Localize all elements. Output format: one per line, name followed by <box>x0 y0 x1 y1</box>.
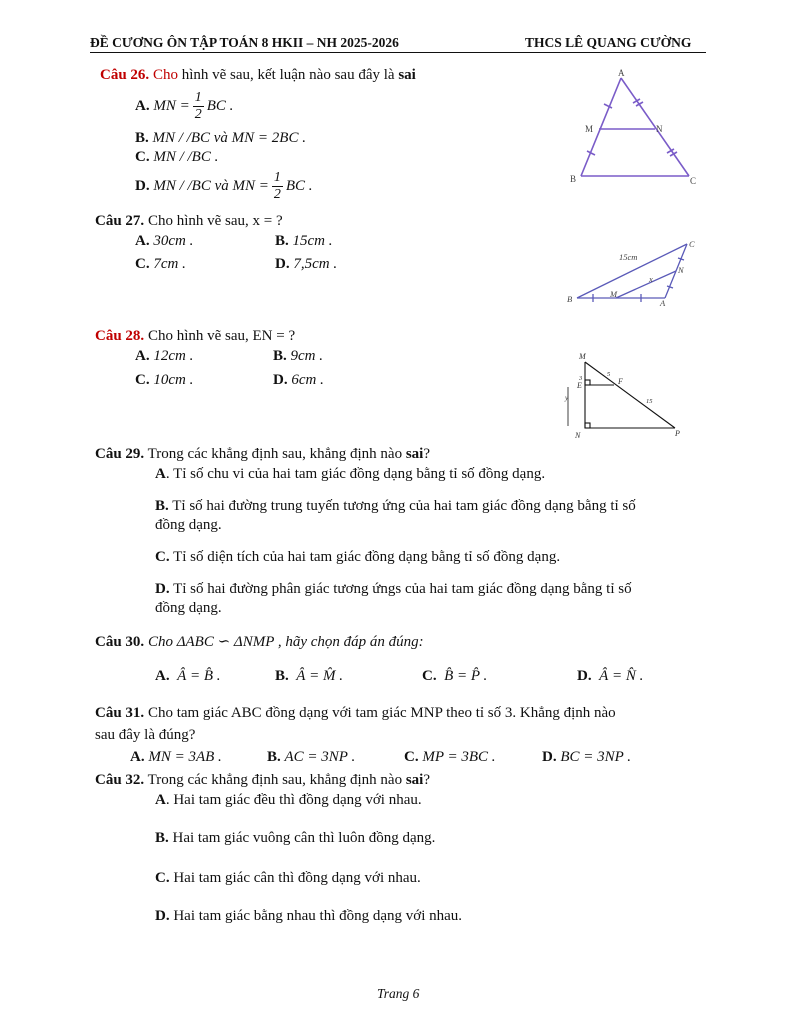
q29-c-text: Tỉ số diện tích của hai tam giác đồng dạng bằng tỉ số đồng dạng. <box>169 549 561 565</box>
q32-option-a <box>155 792 422 809</box>
q29-option-d <box>155 581 632 598</box>
q31-a-label: A. <box>130 749 145 765</box>
q28-figure <box>562 350 692 442</box>
q29-a-label: A <box>155 466 166 482</box>
q29-d-text: Tỉ số hai đường phân giác tương ứngs của hai tam giác đồng dạng bằng tỉ số <box>169 581 632 597</box>
q28-fig-label-5: 5 <box>607 371 611 378</box>
header-right: THCS LÊ QUANG CƯỜNG <box>525 35 692 50</box>
q31-d-text: BC = 3NP . <box>560 749 632 765</box>
q26-fig-label-b: B <box>570 174 577 184</box>
q27-fig-label-m: M <box>610 289 618 299</box>
q26-a-den: 2 <box>194 107 202 122</box>
q31-stem-cont: sau đây là đúng? <box>95 727 196 743</box>
q27-stem <box>95 213 283 230</box>
q29-d-label: D. <box>155 581 170 597</box>
q28-option-a <box>135 348 193 365</box>
q28-fig-label-f: F <box>618 377 623 386</box>
q29-option-c <box>155 549 560 566</box>
q27-a-text: 30cm . <box>153 233 194 249</box>
q30-a-label: A. <box>155 668 170 684</box>
header-divider <box>90 52 706 53</box>
q29-b-text: Tỉ số hai đường trung tuyến tương ứng của hai tam giác đồng dạng bằng tỉ số <box>168 498 636 514</box>
q29-end: ? <box>423 446 431 462</box>
q27-option-d <box>275 256 337 273</box>
q26-c-label: C. <box>135 149 150 165</box>
q31-option-a <box>130 749 222 766</box>
q26-option-a <box>135 90 233 123</box>
q26-figure <box>560 68 710 188</box>
q26-c-text: MN / /BC . <box>153 149 219 165</box>
q26-b-label: B. <box>135 130 149 146</box>
header-left: ĐỀ CƯƠNG ÔN TẬP TOÁN 8 HKII – NH 2025-2026 <box>90 35 399 50</box>
q26-bold: sai <box>398 67 416 83</box>
q30-d-text: Â = N̂ . <box>599 668 644 684</box>
q26-a-pre: MN = <box>153 97 190 114</box>
q28-text: Cho hình vẽ sau, EN = ? <box>144 328 296 344</box>
q32-bold: sai <box>405 772 424 788</box>
q30-option-c <box>422 668 487 685</box>
q31-d-label: D. <box>542 749 557 765</box>
q27-fig-label-x: x <box>649 274 653 284</box>
q28-c-text: 10cm . <box>153 372 194 388</box>
q27-d-text: 7,5cm . <box>293 256 338 272</box>
q29-text: Trong các khẳng định sau, khẳng định nào <box>144 446 406 462</box>
q28-fig-right-angle-n <box>585 423 590 428</box>
q28-c-label: C. <box>135 372 150 388</box>
q32-b-label: B. <box>155 830 169 846</box>
q28-fig-label-15: 15 <box>646 398 653 405</box>
q31-option-d <box>542 749 631 766</box>
q28-a-label: A. <box>135 348 150 364</box>
q30-option-b <box>275 668 343 685</box>
q28-option-c <box>135 372 193 389</box>
q27-a-label: A. <box>135 233 150 249</box>
q28-number: Câu 28. <box>95 328 145 344</box>
q29-option-d-cont: đồng dạng. <box>155 600 222 616</box>
q30-d-label: D. <box>577 668 592 684</box>
q26-option-b <box>135 130 306 147</box>
q29-bold: sai <box>405 446 424 462</box>
q27-option-c <box>135 256 186 273</box>
q26-a-frac <box>193 90 204 123</box>
q27-fig-label-n: N <box>678 265 684 275</box>
q29-option-b-cont: đồng dạng. <box>155 517 222 533</box>
q28-fig-label-p: P <box>675 429 680 438</box>
q27-d-label: D. <box>275 256 290 272</box>
q32-a-label: A <box>155 792 166 808</box>
q29-number: Câu 29. <box>95 446 145 462</box>
q28-fig-label-e: E <box>577 381 582 390</box>
q26-d-num: 1 <box>273 170 281 185</box>
q31-a-text: MN = 3AB . <box>148 749 222 765</box>
q31-b-text: AC = 3NP . <box>284 749 356 765</box>
q27-b-text: 15cm . <box>292 233 333 249</box>
q28-stem <box>95 328 295 345</box>
q32-option-b <box>155 830 435 847</box>
q31-option-c <box>404 749 496 766</box>
q30-a-text: Â = B̂ . <box>177 668 221 684</box>
q31-c-text: MP = 3BC . <box>422 749 496 765</box>
q29-option-a <box>155 466 545 483</box>
q26-fig-label-m: M <box>585 124 594 134</box>
q26-option-c <box>135 149 218 166</box>
q29-a-text: . Tỉ số chu vi của hai tam giác đồng dạng bằng tỉ số đồng dạng. <box>165 466 546 482</box>
q27-figure <box>563 236 708 308</box>
page-number: Trang 6 <box>377 986 420 1001</box>
q28-d-label: D. <box>273 372 288 388</box>
q28-b-text: 9cm . <box>290 348 324 364</box>
q28-fig-label-3: 3 <box>579 375 583 382</box>
q27-fig-label-c: C <box>689 239 695 249</box>
q27-fig-label-len: 15cm <box>619 252 638 262</box>
q27-fig-label-b: B <box>567 294 573 304</box>
q32-end: ? <box>423 772 431 788</box>
q30-number: Câu 30. <box>95 634 145 650</box>
q30-b-text: Â = M̂ . <box>296 668 344 684</box>
q28-fig-mp <box>585 362 675 428</box>
q27-b-label: B. <box>275 233 289 249</box>
q30-text: Cho ΔABC ∽ ΔNMP , hãy chọn đáp án đúng: <box>147 634 424 650</box>
q29-stem <box>95 446 430 463</box>
q32-text: Trong các khẳng định sau, khẳng định nào <box>144 772 406 788</box>
q26-a-num: 1 <box>194 90 202 105</box>
q31-c-label: C. <box>404 749 419 765</box>
q27-c-label: C. <box>135 256 150 272</box>
q31-b-label: B. <box>267 749 281 765</box>
q28-fig-label-y: y <box>565 394 569 402</box>
q31-number: Câu 31. <box>95 705 145 721</box>
q31-stem <box>95 705 616 722</box>
q28-fig-label-m: M <box>579 352 586 361</box>
q26-fig-label-a: A <box>618 68 625 78</box>
q32-a-text: . Hai tam giác đều thì đồng dạng với nhau. <box>165 792 422 808</box>
q32-c-text: Hai tam giác cân thì đồng dạng với nhau. <box>169 870 421 886</box>
q26-d-label: D. <box>135 177 150 194</box>
q26-b-text: MN / /BC và MN = 2BC . <box>152 130 306 146</box>
q27-text: Cho hình vẽ sau, x = ? <box>144 213 283 229</box>
q32-c-label: C. <box>155 870 170 886</box>
q32-option-c <box>155 870 421 887</box>
q26-a-post: BC . <box>206 97 234 114</box>
q28-fig-right-angle-e <box>585 380 590 385</box>
q27-number: Câu 27. <box>95 213 145 229</box>
q26-cho: Cho <box>152 67 178 83</box>
q29-b-label: B. <box>155 498 169 514</box>
q32-number: Câu 32. <box>95 772 145 788</box>
q32-b-text: Hai tam giác vuông cân thì luôn đồng dạng. <box>168 830 436 846</box>
q26-d-den: 2 <box>273 187 281 202</box>
q32-option-d <box>155 908 462 925</box>
q27-fig-label-a: A <box>660 298 666 308</box>
q29-option-b <box>155 498 636 515</box>
q28-fig-label-n: N <box>575 431 581 440</box>
q30-c-label: C. <box>422 668 437 684</box>
q27-c-text: 7cm . <box>153 256 186 272</box>
q26-stem <box>100 67 416 84</box>
q31-text: Cho tam giác ABC đồng dạng với tam giác MNP theo tỉ số 3. Khẳng định nào <box>144 705 616 721</box>
q26-text: hình vẽ sau, kết luận nào sau đây là <box>177 67 399 83</box>
q28-a-text: 12cm . <box>153 348 194 364</box>
q29-c-label: C. <box>155 549 170 565</box>
q30-option-d <box>577 668 643 685</box>
q26-d-frac <box>272 170 283 203</box>
q26-fig-label-c: C <box>690 176 697 186</box>
q26-fig-ac <box>621 78 689 176</box>
q28-option-d <box>273 372 324 389</box>
q28-d-text: 6cm . <box>291 372 324 388</box>
q28-option-b <box>273 348 323 365</box>
q32-d-text: Hai tam giác bằng nhau thì đồng dạng với nhau. <box>169 908 463 924</box>
q26-option-d <box>135 170 313 203</box>
q30-c-text: B̂ = P̂ . <box>444 668 488 684</box>
q30-stem <box>95 632 424 651</box>
q26-number: Câu 26. <box>100 67 150 83</box>
q32-d-label: D. <box>155 908 170 924</box>
q26-d-post: BC . <box>285 177 313 194</box>
q32-stem <box>95 772 430 789</box>
q30-b-label: B. <box>275 668 289 684</box>
q31-option-b <box>267 749 355 766</box>
q27-option-a <box>135 233 193 250</box>
q26-fig-label-n: N <box>656 124 663 134</box>
q26-a-label: A. <box>135 97 150 114</box>
q28-b-label: B. <box>273 348 287 364</box>
q30-option-a <box>155 668 221 685</box>
q27-option-b <box>275 233 333 250</box>
q26-d-pre: MN / /BC và MN = <box>153 177 269 194</box>
